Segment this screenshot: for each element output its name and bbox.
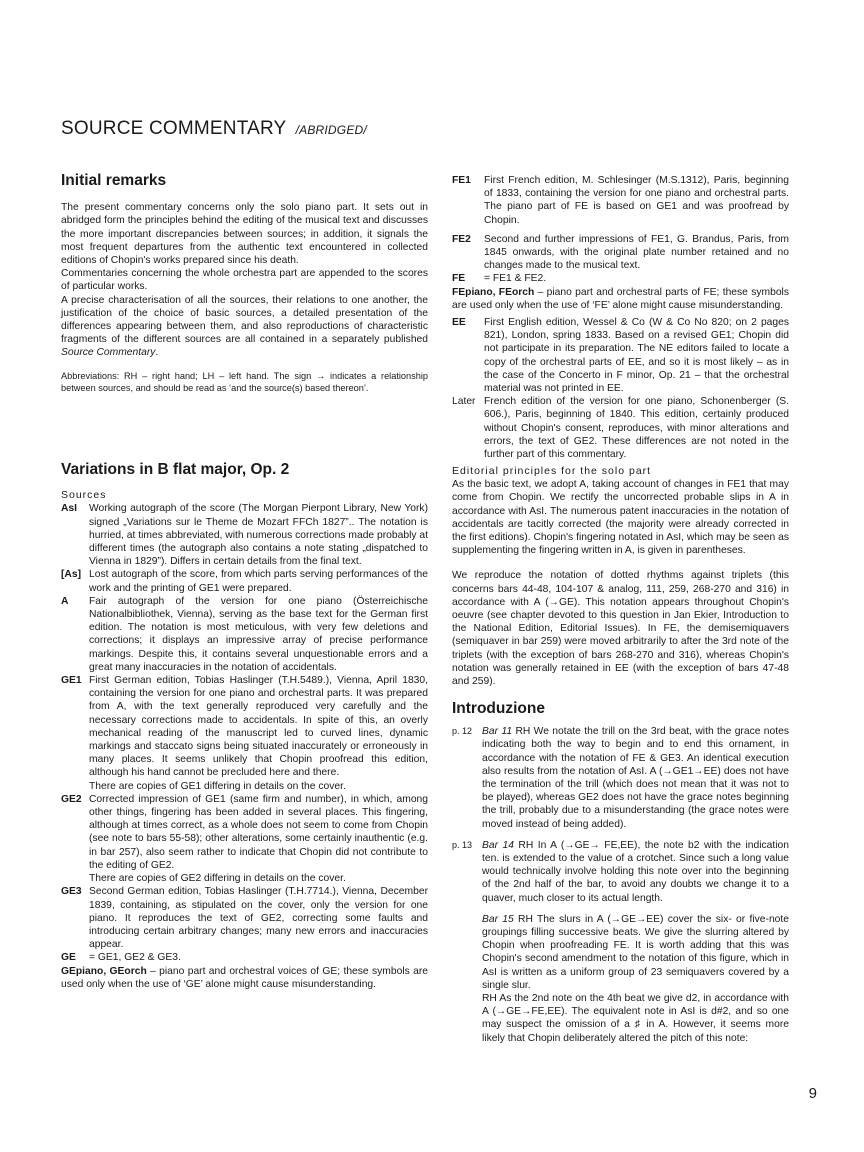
title-text: SOURCE COMMENTARY xyxy=(61,118,287,139)
source-entry: Later French edition of the version for one piano, Schonenberger (S. 606.), Paris, beginning of 1840. This edition, certainly produced without Chopin's consent, reproduces, with minor alterations and errors, the text of GE2. These differences are not noted in the further part of this commentary. xyxy=(452,396,789,461)
left-column xyxy=(61,174,428,394)
source-entry: FE1 First French edition, M. Schlesinger (M.S.1312), Paris, beginning of 1833, containing the version for one piano and orchestral parts. The piano part of FE is based on GE1 and was proofread by Chopin. xyxy=(452,175,789,226)
variations-section xyxy=(61,463,428,991)
source-entry: GE2 Corrected impression of GE1 (same firm and number), in which, among other things, fingering has been added in several places. This fingering, although at times correct, as a whole does not seem to come from Chopin (see note to bars 55-58); other alterations, some certainly inauthentic (e.g. in bar 257), also seem rather to indicate that Chopin did not contribute to the editing of GE2. There are copies of GE2 differing in details on the cover. xyxy=(61,793,428,885)
source-entry: [As] Lost autograph of the score, from which parts serving performances of the work and the printing of GE1 were prepared. xyxy=(61,569,428,594)
title-subtitle: /ABRIDGED/ xyxy=(295,123,367,137)
source-entry: FE2 Second and further impressions of FE1, G. Brandus, Paris, from 1845 onwards, with the original plate number retained and no changes made to the musical text. xyxy=(452,233,789,272)
source-entry-ge-parts: GEpiano, GEorch – piano part and orchestral voices of GE; these symbols are used only when the use of ‘GE’ alone might cause misunderstanding. xyxy=(61,965,428,990)
page-number: 9 xyxy=(808,1085,817,1102)
initial-paragraph-1: The present commentary concerns only the solo piano part. It sets out in abridged form the principles behind the editing of the musical text and discusses the more important discrepancies between sources; in addition, it signals the most frequent departures from the authentic text encountered in collected editions of Chopin's works prepared since his death. xyxy=(61,202,428,267)
source-entry: GE1 First German edition, Tobias Haslinger (T.H.5489.), Vienna, April 1830, containing the version for one piano and orchestral parts. It was prepared from A, with the text generally reproduced very carefully and the necessary corrections made to accidentals. In spite of this, an overly mechanical reading of the manuscript led to curved lines, dynamic markings and staccato signs being situated inaccurately or erroneously in many places. It seems unlikely that Chopin proofread this edition, although his hand cannot be precluded here and there. There are copies of GE1 differing in details on the cover. xyxy=(61,675,428,792)
source-entry: FE = FE1 & FE2. xyxy=(452,273,547,285)
bar-note: Bar 15 RH The slurs in A (→GE→EE) cover the six- or five-note groupings filling successive beats. We give the slurring altered by Chopin when proofreading FE. It is worth adding that this was Chopin's second amendment to the notation of this figure, which in AsI is written as a uniform group of 23 semiquavers covered by a single slur. xyxy=(482,913,789,991)
page-title xyxy=(61,118,367,140)
source-entry: EE First English edition, Wessel & Co (W & Co No 820; on 2 pages 821), London, spring 1833. Based on a revised GE1; Chopin did not participate in its preparation. The NE editors failed to locate a copy of the orchestral parts of EE, and so it is most likely – as in the case of the Concerto in F minor, Op. 21 – that the orchestral material was not printed in EE. xyxy=(452,317,789,395)
editorial-section xyxy=(452,465,789,688)
source-entry: GE = GE1, GE2 & GE3. xyxy=(61,952,181,964)
introduzione-section xyxy=(452,702,789,1045)
editorial-paragraph-1: As the basic text, we adopt A, taking account of changes in FE1 that may come from Chopin. We rectify the uncorrected probable slips in A in accordance with AsI. The numerous patent inaccuracies in the notation of accidentals are tacitly corrected (the majority were already corrected in the first editions). Chopin's fingering notated in AsI, which may be seen as supplementing the fingering written in A, is given in parentheses. xyxy=(452,479,789,557)
source-entry: GE3 Second German edition, Tobias Haslinger (T.H.7714.), Vienna, December 1839, containing, as stipulated on the cover, only the version for one piano. It reproduces the text of GE2, correcting some faults and introducing certain arbitrary changes; many new errors and inaccuracies appear. xyxy=(61,886,428,951)
variations-heading: Variations in B flat major, Op. 2 xyxy=(61,461,290,478)
source-entry: AsI Working autograph of the score (The Morgan Pierpont Library, New York) signed „Variations sur le Theme de Mozart FFCh 1827”.. The notation is hurried, at times abbreviated, with numerous corrections made probably at different times (the autograph also contains a note stating „dispatched to Vienna in 1829”). Differs in certain details from the final text. xyxy=(61,503,428,568)
introduzione-heading: Introduzione xyxy=(452,700,545,717)
bar-note: RH As the 2nd note on the 4th beat we give d2, in accordance with A (→GE→FE,EE). The equivalent note in AsI is d#2, and so one may suspect the omission of a ♯ in A. However, it seems more likely that Chopin deliberately altered the pitch of this note: xyxy=(482,993,789,1044)
abbreviations-note: Abbreviations: RH – right hand; LH – left hand. The sign → indicates a relationship between sources, and should be read as ‘and the source(s) based thereon’. xyxy=(61,370,428,393)
right-column xyxy=(452,174,789,461)
editorial-paragraph-2: We reproduce the notation of dotted rhythms against triplets (this concerns bars 44-48, 104-107 & analog, 111, 259, 268-270 and 316) in accordance with A (→GE). This notation appears throughout Chopin's oeuvre (see chapter devoted to this question in Jan Ekier, Introduction to the National Edition, Editorial Issues). In FE, the demisemiquavers (semiquaver in bar 259) were moved arbitrarily to after the 3rd note of the triplets (with the exception of bars 268-270 and 316), whereas Chopin's notation was generally retained in EE (with the exception of bars 47-48 and 259). xyxy=(452,570,789,688)
initial-paragraph-2: Commentaries concerning the whole orchestra part are appended to the scores of particular works. xyxy=(61,268,428,293)
source-entry-fe-parts: FEpiano, FEorch – piano part and orchestral parts of FE; these symbols are used only when the use of ‘FE’ alone might cause misunderstanding. xyxy=(452,286,789,311)
editorial-label: Editorial principles for the solo part xyxy=(452,465,652,477)
source-entry: A Fair autograph of the version for one piano (Österreichische Nationalbibliothek, Vienna), serving as the base text for the German first edition. The notation is most meticulous, with very few deletions and corrections; it displays an impressive array of precise performance markings. Despite this, it contains several unquestionable errors and a great many inaccuracies in the notation of accidentals. xyxy=(61,595,428,673)
bar-note: p. 12 Bar 11 RH We notate the trill on the 3rd beat, with the grace notes indicating both the way to begin and to end this ornament, in accordance with the notation of FE & GE3. An identical execution also results from the notation of AsI. A (→GE1→EE) does not have the termination of the trill (which does not mean that it was not to be played), whereas GE2 does not have the grace notes beginning the trill, probably due to a misunderstanding (the grace notes were moved instead of being added). xyxy=(452,726,789,830)
initial-remarks-heading: Initial remarks xyxy=(61,172,167,189)
initial-paragraph-3: A precise characterisation of all the sources, their relations to one another, the justification of the choice of basic sources, a detailed presentation of the differences appearing between them, and also reproductions of characteristic fragments of the different sources are all contained in a separately published Source Commentary. xyxy=(61,294,428,359)
sources-label: Sources xyxy=(61,489,107,502)
bar-note: p. 13 Bar 14 RH In A (→GE→ FE,EE), the note b2 with the indication ten. is extended to the value of a crotchet. Since such a long value would technically involve holding this note over into the beginning of the 2nd half of the bar, to avoid any doubts we change it to a quaver, much closer to its actual length. xyxy=(452,839,789,904)
